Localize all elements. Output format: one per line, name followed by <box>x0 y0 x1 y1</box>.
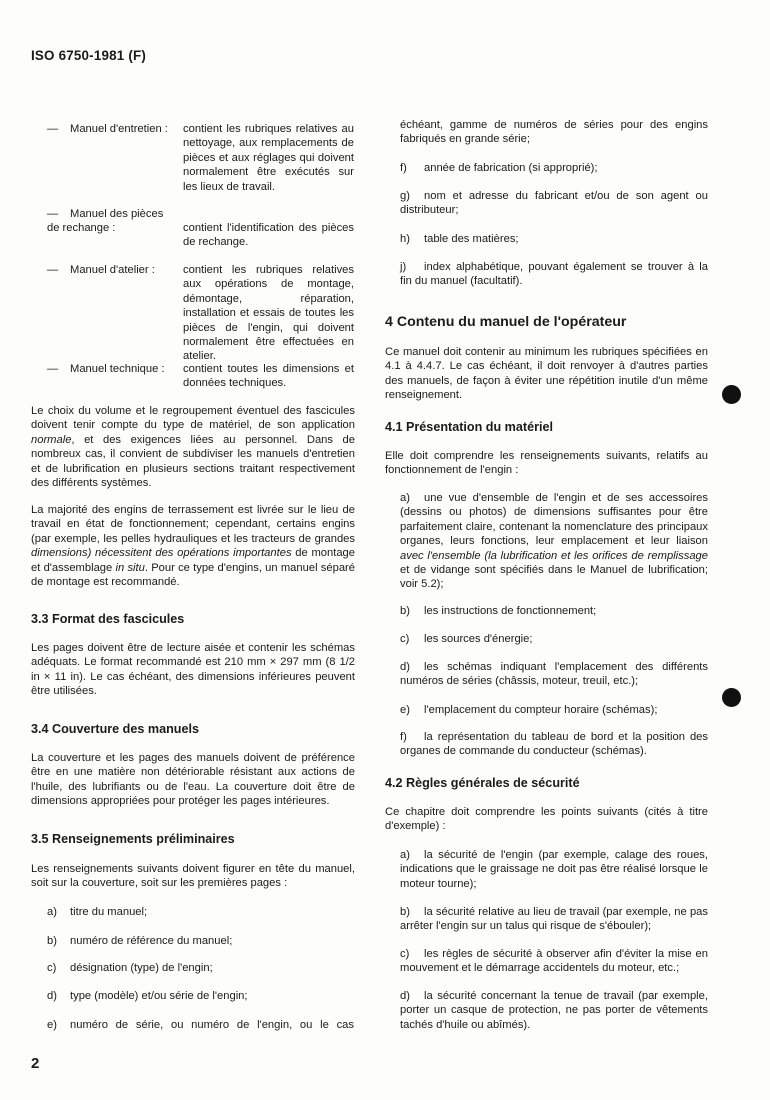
section-4-2-text: Ce chapitre doit comprendre les points suivants (cités à titre d'exemple) : <box>385 806 708 833</box>
list-dash: — <box>47 123 59 135</box>
manual-description: contient toutes les dimensions et données techniques. <box>183 363 354 390</box>
list-item-label: c) <box>400 633 410 645</box>
section-3-3-heading: 3.3 Format des fascicules <box>31 612 185 626</box>
list-item-label: d) <box>400 990 410 1002</box>
list-dash: — <box>47 363 59 375</box>
list-item: les sources d'énergie; <box>424 633 533 645</box>
manual-term: Manuel d'atelier : <box>70 264 155 276</box>
list-item: la représentation du tableau de bord et la position des organes de commande du conducteur (schémas). <box>400 731 708 758</box>
list-item: année de fabrication (si approprié); <box>424 162 598 174</box>
list-item: nom et adresse du fabricant et/ou de son agent ou distributeur; <box>400 190 708 217</box>
section-4-1-heading: 4.1 Présentation du matériel <box>385 420 553 434</box>
section-4-heading: 4 Contenu du manuel de l'opérateur <box>385 314 627 330</box>
list-item-label: e) <box>47 1019 57 1031</box>
section-3-4-text: La couverture et les pages des manuels doivent de préférence être en une matière non détériorable résistant aux actions de l'huile, des lubrifiants ou de l'eau. La couverture doit être de dimensions appropriées pour protéger les pages intérieures. <box>31 752 355 808</box>
list-item-label: b) <box>47 935 57 947</box>
manual-definitions <box>31 118 361 398</box>
list-item-label: d) <box>400 661 410 673</box>
manual-description: contient les rubriques relatives au nettoyage, aux remplacements de pièces et aux réglages qui doivent normalement être exécutés sur les lieux de travail. <box>183 123 354 193</box>
list-item: titre du manuel; <box>70 906 148 918</box>
list-item: les règles de sécurité à observer afin d'éviter la mise en mouvement et le démarrage accidentels du moteur, etc.; <box>400 948 708 975</box>
list-item: une vue d'ensemble de l'engin et de ses accessoires (dessins ou photos) de dimensions suffisantes pour être parfaitement claire, contenant la nomenclature des principaux organes, leurs fonctions, leur emplacement et leur liaison avec l'ensemble (la lubrification et les orifices de remplissage et de vidange sont spécifiés dans le Manuel de lubrification; voir 5.2); <box>400 492 708 591</box>
punch-hole-icon <box>722 385 741 404</box>
list-item-label: h) <box>400 233 410 245</box>
punch-hole-icon <box>722 688 741 707</box>
list-item-label: a) <box>400 492 410 504</box>
list-dash: — <box>47 208 59 220</box>
list-item: l'emplacement du compteur horaire (schémas); <box>424 704 658 716</box>
list-item-label: j) <box>400 261 407 273</box>
section-3-5-heading: 3.5 Renseignements préliminaires <box>31 832 235 846</box>
manual-term: Manuel des pièces <box>70 208 164 220</box>
list-item-label: c) <box>400 948 410 960</box>
list-item: les instructions de fonctionnement; <box>424 605 597 617</box>
manual-description: contient l'identification des pièces de rechange. <box>183 222 354 249</box>
list-item: la sécurité concernant la tenue de travail (par exemple, porter un casque de protection, ne pas porter de vêtements tachés d'huile ou abîmés). <box>400 990 708 1031</box>
page-number: 2 <box>31 1055 40 1072</box>
section-4-text: Ce manuel doit contenir au minimum les rubriques spécifiées en 4.1 à 4.4.7. Le cas échéant, il doit renvoyer à d'autres parties des manuels, de façon à éviter une répétition inutile d'un même renseignement. <box>385 346 708 402</box>
document-id: ISO 6750-1981 (F) <box>31 48 147 63</box>
manual-term: Manuel d'entretien : <box>70 123 168 135</box>
list-item-label: a) <box>47 906 57 918</box>
section-4-1-text: Elle doit comprendre les renseignements suivants, relatifs au fonctionnement de l'engin : <box>385 450 708 477</box>
list-item-label: g) <box>400 190 410 202</box>
list-item: type (modèle) et/ou série de l'engin; <box>70 990 248 1002</box>
list-item: les schémas indiquant l'emplacement des différents numéros de séries (châssis, moteur, treuil, etc.); <box>400 661 708 688</box>
list-item-label: e) <box>400 704 410 716</box>
paragraph-volume-choice: Le choix du volume et le regroupement éventuel des fascicules doivent tenir compte du type de matériel, de son application normale, et des exigences liées au personnel. Dans de nombreux cas, il convient de subdiviser les manuels d'entretien et de lubrification en plusieurs sections traitant respectivement des différents systèmes. <box>31 405 355 490</box>
list-dash: — <box>47 264 59 276</box>
list-item-label: c) <box>47 962 57 974</box>
list-item-label: f) <box>400 162 407 174</box>
section-4-2-heading: 4.2 Règles générales de sécurité <box>385 776 580 790</box>
list-item-label: a) <box>400 849 410 861</box>
list-item: table des matières; <box>424 233 519 245</box>
list-item: la sécurité de l'engin (par exemple, calage des roues, indications que le graissage ne doit pas être réalisé lorsque le moteur tourne); <box>400 849 708 890</box>
list-item-label: d) <box>47 990 57 1002</box>
section-3-4-heading: 3.4 Couverture des manuels <box>31 722 199 736</box>
list-item: désignation (type) de l'engin; <box>70 962 213 974</box>
section-3-5-text: Les renseignements suivants doivent figurer en tête du manuel, soit sur la couverture, soit sur les premières pages : <box>31 863 355 890</box>
manual-term-continued: de rechange : <box>47 222 116 234</box>
list-item-label: b) <box>400 906 410 918</box>
manual-description: contient les rubriques relatives aux opérations de montage, démontage, réparation, installation et essais de toutes les pièces de l'engin, qui doivent normalement être effectuées en atelier. <box>183 264 354 363</box>
list-item: la sécurité relative au lieu de travail (par exemple, ne pas arrêter l'engin sur un talus qui risque de s'ébouler); <box>400 906 708 933</box>
list-item-label: f) <box>400 731 407 743</box>
preliminary-info-list <box>31 905 361 1035</box>
manual-term: Manuel technique : <box>70 363 165 375</box>
section-3-3-text: Les pages doivent être de lecture aisée et contenir les schémas adéquats. Le format recommandé est 210 mm × 297 mm (8 1/2 in × 11 in). Le cas échéant, des dimensions inférieures peuvent être utilisées. <box>31 642 355 698</box>
paragraph-delivery: La majorité des engins de terrassement est livrée sur le lieu de travail en état de fonctionnement; cependant, certains engins (par exemple, les pelles hydrauliques et les tracteurs de grandes dimensions) nécessitent des opérations importantes de montage et d'assemblage in situ. Pour ce type d'engins, un manuel séparé de montage est recommandé. <box>31 504 355 589</box>
list-item-label: b) <box>400 605 410 617</box>
list-item: numéro de référence du manuel; <box>70 935 233 947</box>
list-item: index alphabétique, pouvant également se trouver à la fin du manuel (facultatif). <box>400 261 708 288</box>
list-item: numéro de série, ou numéro de l'engin, ou le cas <box>70 1019 354 1031</box>
list-item-continued: échéant, gamme de numéros de séries pour des engins fabriqués en grande série; <box>400 119 708 146</box>
